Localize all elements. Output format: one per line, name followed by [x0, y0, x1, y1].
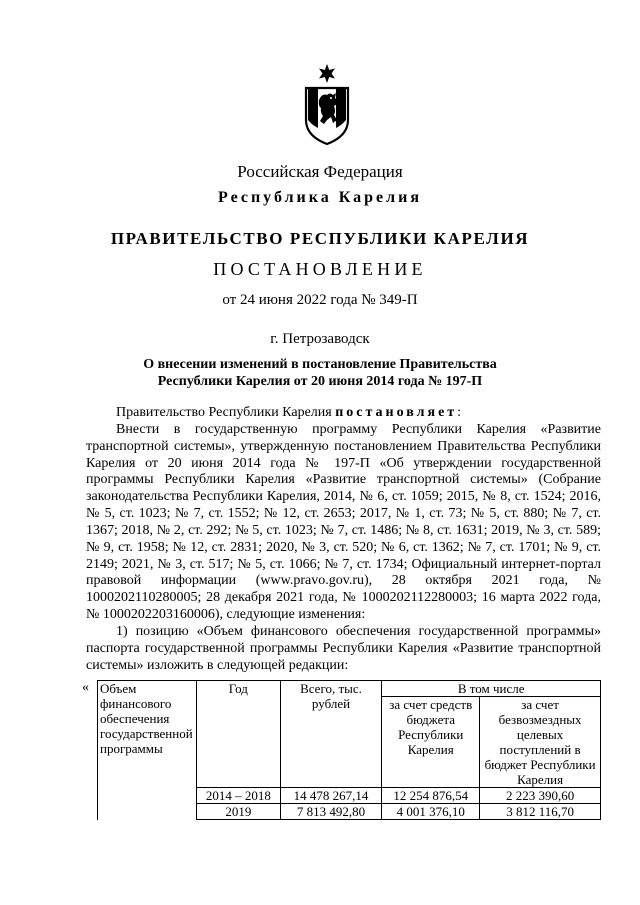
- row-budget: 4 001 376,10: [382, 804, 480, 820]
- country-name: Российская Федерация: [237, 162, 403, 181]
- resolution-action: постановляет: [335, 405, 458, 420]
- position-paragraph: 1) позицию «Объем финансового обеспечения государственной программы» паспорта государственной программы Республики Карелия «Развитие транспортной системы» изложить в следующей редакции:: [86, 623, 601, 673]
- republic-name: Республика Карелия: [218, 189, 422, 206]
- label-cell-empty: [98, 804, 197, 820]
- coat-of-arms-emblem: [302, 62, 352, 146]
- header-grants: за счет безвозмездных целевых поступлений в бюджет Республики Карелия: [480, 697, 601, 788]
- header-total: Всего, тыс. рублей: [280, 681, 382, 788]
- header-financing-label: Объем финансового обеспечения государственной программы: [98, 681, 197, 788]
- header-year: Год: [196, 681, 280, 788]
- resolution-prefix: Правительство Республики Карелия: [116, 405, 336, 420]
- table-header-row: [98, 681, 601, 697]
- decree-date-number: от 24 июня 2022 года № 349-П: [222, 292, 418, 308]
- subject-line-2: Республики Карелия от 20 июня 2014 года № 197-П: [157, 374, 483, 389]
- resolution-paragraph: [86, 405, 601, 422]
- table-row: [98, 804, 601, 820]
- row-grants: 2 223 390,60: [480, 788, 601, 804]
- decree-subject: [0, 356, 640, 390]
- document-type: ПОСТАНОВЛЕНИЕ: [213, 259, 427, 279]
- financing-table: [97, 680, 601, 820]
- row-grants: 3 812 116,70: [480, 804, 601, 820]
- city-name: г. Петрозаводск: [270, 331, 370, 347]
- label-cell-empty: [98, 788, 197, 804]
- row-total: 14 478 267,14: [280, 788, 382, 804]
- resolution-suffix: :: [457, 405, 462, 420]
- row-budget: 12 254 876,54: [382, 788, 480, 804]
- table-row: [98, 788, 601, 804]
- decree-body: [86, 405, 601, 675]
- government-title: ПРАВИТЕЛЬСТВО РЕСПУБЛИКИ КАРЕЛИЯ: [110, 229, 530, 248]
- amendment-paragraph: Внести в государственную программу Республики Карелия «Развитие транспортной системы», утвержденную постановлением Правительства Республики Карелия от 20 июня 2014 года № 197-П «Об утверждении государственной программы Республики Карелия «Развитие транспортной системы» (Собрание законодательства Республики Карелия, 2014, № 6, ст. 1059; 2015, № 8, ст. 1524; 2016, № 5, ст. 1023; № 7, ст. 1552; № 12, ст. 2653; 2017, № 1, ст. 73; № 5, ст. 880; № 7, ст. 1367; 2018, № 2, ст. 292; № 5, ст. 1023; № 7, ст. 1486; № 8, ст. 1631; 2019, № 3, ст. 589; № 9, ст. 1958; № 12, ст. 2831; 2020, № 3, ст. 520; № 6, ст. 1362; № 7, ст. 1701; № 9, ст. 2149; 2021, № 3, ст. 517; № 5, ст. 1066; № 7, ст. 1734; Официальный интернет-портал правовой информации (www.pravo.gov.ru), 28 октября 2021 года, № 1000202110280005; 28 декабря 2021 года, № 1000202112280003; 16 марта 2022 года, № 1000202203160006), следующие изменения:: [86, 421, 601, 623]
- row-year: 2014 – 2018: [196, 788, 280, 804]
- subject-line-1: О внесении изменений в постановление Правительства: [143, 357, 497, 372]
- header-including: В том числе: [382, 681, 601, 697]
- opening-quote: «: [82, 680, 89, 695]
- row-year: 2019: [196, 804, 280, 820]
- header-budget: за счет средств бюджета Республики Карелия: [382, 697, 480, 788]
- row-total: 7 813 492,80: [280, 804, 382, 820]
